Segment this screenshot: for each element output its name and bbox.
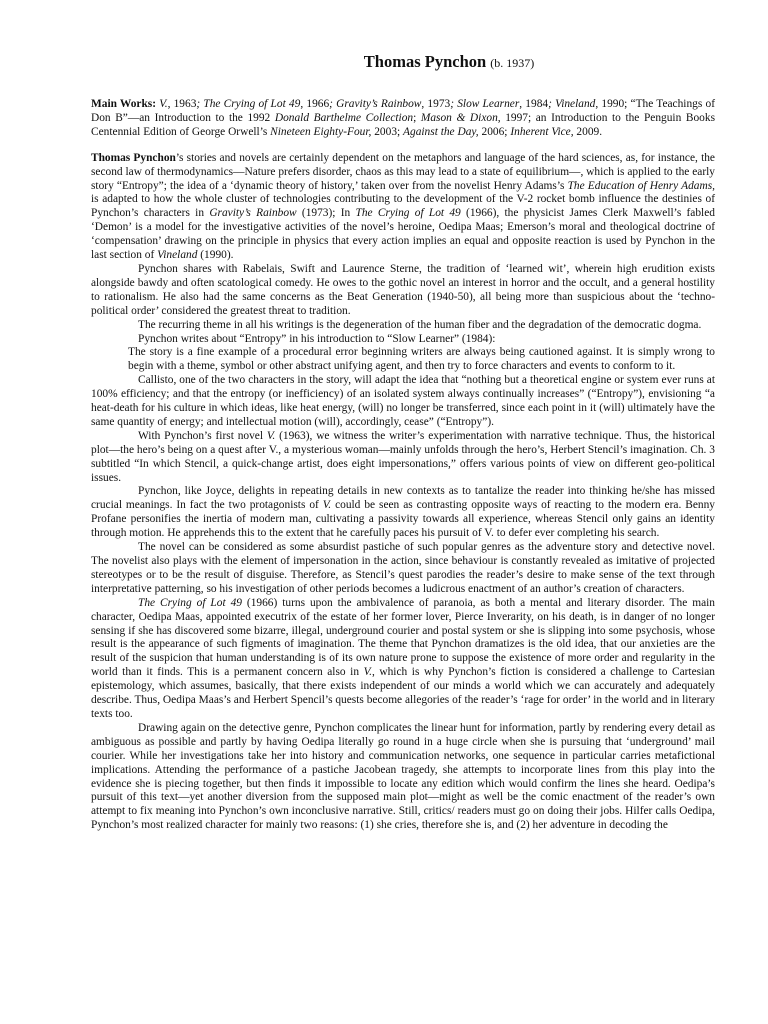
text-run: 2003; xyxy=(371,125,404,138)
body-paragraph xyxy=(91,485,715,541)
italic-text: Donald Barthelme Collection xyxy=(274,111,414,124)
body-paragraph xyxy=(91,722,715,833)
italic-text: Gravity’s Rainbow xyxy=(209,207,297,220)
body-paragraph xyxy=(91,152,715,263)
text-run: ’s stories and novels are certainly dependent on the metaphors and language of the hard sciences, as, for instance, the second law of thermodynamics—Nature prefers disorder, chaos as this may lead to a state of equilibrium—, which is applied to the early story “Entropy”; the idea of a ‘dynamic theory of history,’ taken over from the novelist Henry Adams’s xyxy=(91,151,715,192)
text-run: Callisto, one of the two characters in the story, will adapt the idea that “nothing but a theoretical engine or system ever runs at 100% efficiency; and that the entropy (or inefficiency) of an isolated system always continually increases” (“Entropy”), envisioning “a heat-death for his culture in which ideas, like heat energy, (will) no longer be transferred, since each point in it (will) ultimately have the same quantity of energy; and intellectual motion (will), accordingly, cease” (“Entropy”). xyxy=(91,374,715,428)
main-works-paragraph xyxy=(91,98,715,140)
body-text xyxy=(91,152,715,833)
text-run: Pynchon writes about “Entropy” in his introduction to “Slow Learner” (1984): xyxy=(138,332,496,345)
text-run: 2009. xyxy=(573,125,603,138)
text-run: , 1973 xyxy=(421,98,451,110)
italic-text: V. xyxy=(363,666,372,679)
body-paragraph xyxy=(91,541,715,597)
italic-text: ; Vineland xyxy=(548,98,596,110)
body-paragraph xyxy=(91,597,715,722)
italic-text: The Crying of Lot 49 xyxy=(138,596,242,609)
text-run: The recurring theme in all his writings is the degeneration of the human fiber and the degradation of the democratic dogma. xyxy=(138,318,702,331)
italic-text: V. xyxy=(266,429,276,442)
italic-text: Mason & Dixon, xyxy=(420,111,501,124)
text-run: (1973); In xyxy=(296,207,356,220)
italic-text: Against the Day, xyxy=(403,125,479,138)
italic-text: ; The Crying of Lot 49 xyxy=(196,98,301,110)
italic-text: V. xyxy=(322,499,332,512)
text-run: (1966), the physicist James Clerk Maxwell’s fabled ‘Demon’ is a model for the investigative activities of the novel’s heroine, Oedipa Maas; Emerson’s moral and theological doctrine of ‘compensation’ drawing on the principle in physics that every action implies an equal and opposite reaction is used by Pynchon in the last section of xyxy=(91,207,715,262)
italic-text: ; Slow Learner xyxy=(450,98,520,110)
document-page xyxy=(91,52,715,833)
text-run: , 1990; “The Teachings of Don B”—an Introduction to the 1992 xyxy=(91,98,715,124)
text-run: 2006; xyxy=(478,125,511,138)
italic-text: V. xyxy=(159,98,168,110)
text-run: , 1966 xyxy=(300,98,330,110)
text-run: could be seen as contrasting opposite ways of reacting to the modern era. Benny Profane personifies the inertia of modern man, cultivating a passivity towards all experience, whereas Stencil only gains an identity through motion. He apprehends this to the extent that he carefully paces his pursuit of V. to defer ever completing his search. xyxy=(91,499,715,540)
main-works-list xyxy=(91,98,715,138)
page-title xyxy=(91,52,715,72)
block-quote xyxy=(128,346,715,374)
text-run: With Pynchon’s first novel xyxy=(138,429,267,442)
text-run: (1963), we witness the writer’s experimentation with narrative technique. Thus, the historical plot—the hero’s being on a quest after V., a mysterious woman—mainly unfolds through the hero’s, Herbert Stencil’s imagination. Ch. 3 subtitled “In which Stencil, a quick-change artist, does eight impersonations,” offers various points of view on different geo-political issues. xyxy=(91,429,715,484)
body-paragraph xyxy=(91,374,715,430)
text-run: (1966) turns upon the ambivalence of paranoia, as both a mental and literary disorder. The main character, Oedipa Maas, appointed executrix of the estate of her former lover, Pierce Inverarity, on his death, is in danger of no longer sensing if she has discovered some bizarre, illegal, underground courier and postal system or she is slipping into some psychosis, whose result is the appearance of such figments of imagination. The theme that Pynchon dramatizes is the old idea, that our anxieties are the result of the suspicion that human understanding is of its own nature prone to suppose the existence of more order and regularity in the world than it finds. This is a permanent concern also in xyxy=(91,596,715,679)
text-run: ; xyxy=(413,111,421,124)
text-run: The novel can be considered as some absurdist pastiche of such popular genres as the adventure story and detective novel. The novelist also plays with the element of impersonation in the action, since behaviour is constantly revealed as imitative of projected stereotypes or to be the result of disguise. Therefore, as Stencil’s quest parodies the reader’s desire to make sense of the text through interpretative patterning, so his investigation of other periods becomes a ludicrous enactment of an author’s creation of characters. xyxy=(91,541,715,595)
body-paragraph xyxy=(91,430,715,486)
italic-text: ; Gravity’s Rainbow xyxy=(329,98,422,110)
text-run: Drawing again on the detective genre, Pynchon complicates the linear hunt for information, partly by rendering every detail as ambiguous as possible and partly by having Oedipa literally go round in a huge circle when she is pursuing that ‘underground’ mail courier. While her investigations take her into history and communication networks, one sequence in particular carries metafictional implications. Attending the performance of a pastiche Jacobean tragedy, she attempts to incorporate lines from this play into the evidence she is piecing together, but then finds it impossible to locate any edition which would confirm the lines she heard. Oedipa’s pursuit of this text—yet another diversion from the supposed main plot—might as well be the comic enactment of the reader’s own attempt to fix meaning into Pynchon’s own inconclusive narrative. Still, critics/ readers must go on doing their jobs. Hilfer calls Oedipa, Pynchon’s most realized character for mainly two reasons: (1) she cries, therefore she is, and (2) her adventure in decoding the xyxy=(91,721,715,832)
text-run: 1997; an Introduction to the Penguin Books Centennial Edition of George Orwell’s xyxy=(91,111,716,138)
body-paragraph xyxy=(91,319,715,333)
body-paragraph xyxy=(91,263,715,319)
text-run: , which is why Pynchon’s fiction is considered a challenge to Cartesian epistemology, which assumes, basically, that there exists independent of our minds a world which we can accurately and adequately describe. Thus, Oedipa Maas’s and Herbert Spencil’s quests become allegories of the reader’s ‘rage for order’ in the world and in literary texts too. xyxy=(91,666,715,720)
body-paragraph xyxy=(91,333,715,347)
italic-text: Inherent Vice, xyxy=(510,125,574,138)
text-run: , 1963 xyxy=(167,98,197,110)
text-run: Pynchon, like Joyce, delights in repeating details in new contexts as to tantalize the reader into thinking he/she has missed crucial meanings. In fact the two protagonists of xyxy=(91,485,715,512)
text-run: , 1984 xyxy=(519,98,549,110)
italic-text: The Education of Henry Adams, xyxy=(567,179,715,192)
italic-text: Nineteen Eighty-Four, xyxy=(270,125,372,138)
text-run: is adapted to how the whole cluster of technologies contributing to the development of the V-2 rocket bomb influence the destinies of Pynchon’s characters in xyxy=(91,193,715,220)
text-run: (1990). xyxy=(197,249,234,262)
author-name: Thomas Pynchon xyxy=(363,52,487,71)
author-dates: (b. 1937) xyxy=(490,56,535,70)
text-run: Pynchon shares with Rabelais, Swift and Laurence Sterne, the tradition of ‘learned wit’, wherein high erudition exists alongside bawdy and often scatological comedy. He owes to the gothic novel an interest in horror and the occult, and a general hostility to rationalism. He also had the same concerns as the Beat Generation (1940-50), all being more than suspicious about the ‘techno-political order’ considered the greatest threat to tradition. xyxy=(91,262,715,317)
text-run: The story is a fine example of a procedural error beginning writers are always being cautioned against. It is simply wrong to begin with a theme, symbol or other abstract unifying agent, and then try to force characters and events to conform to it. xyxy=(128,346,715,373)
italic-text: Vineland xyxy=(157,249,198,262)
italic-text: The Crying of Lot 49 xyxy=(355,207,461,220)
bold-text: Thomas Pynchon xyxy=(91,151,176,164)
main-works-label: Main Works: xyxy=(91,98,157,110)
